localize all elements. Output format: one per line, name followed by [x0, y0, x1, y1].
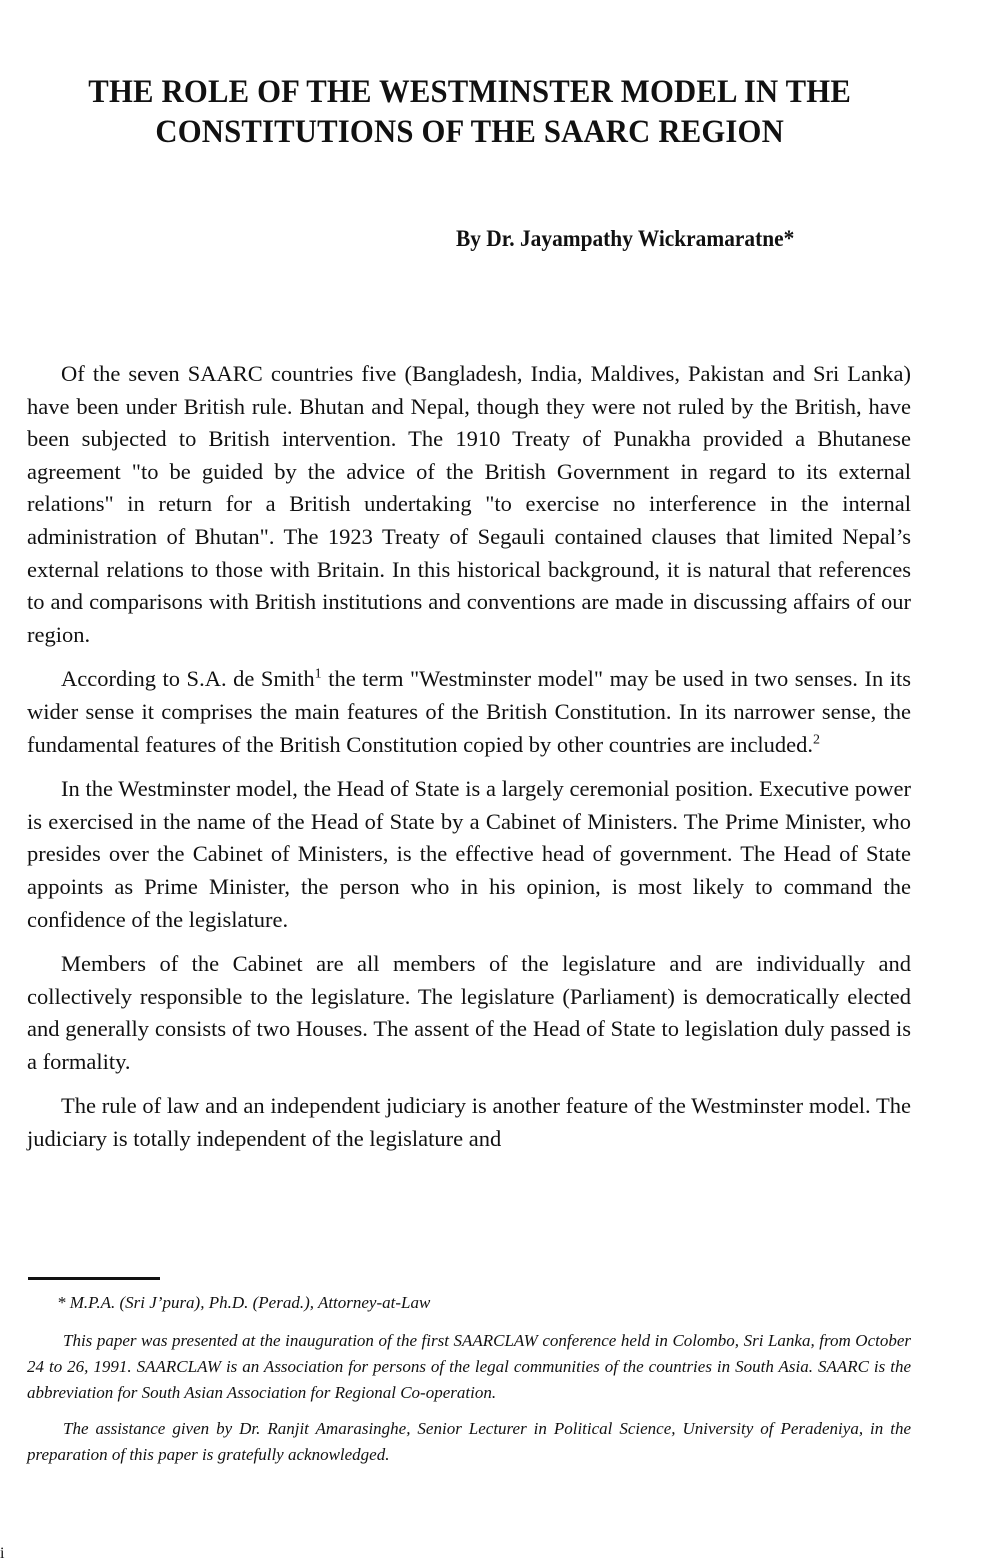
paragraph-1: Of the seven SAARC countries five (Bangladesh, India, Maldives, Pakistan and Sri Lanka) have been under British rule. Bhutan and Nepal, though they were not ruled by the British, have been subjected to British intervention. The 1910 Treaty of Punakha provided a Bhutanese agreement "to be guided by the advice of the British Government in regard to its external relations" in return for a British undertaking "to exercise no interference in the internal administration of Bhutan". The 1923 Treaty of Segauli contained clauses that limited Nepal’s external relations to those with Britain. In this historical background, it is natural that references to and comparisons with British institutions and conventions are made in discussing affairs of our region.	[27, 361, 911, 647]
body-text	[27, 358, 911, 1168]
title-line-1: THE ROLE OF THE WESTMINSTER MODEL IN THE	[88, 74, 851, 110]
author-byline: By Dr. Jayampathy Wickramaratne*	[456, 226, 795, 251]
paper-title	[33, 72, 907, 152]
paragraph-2-text-b: the term "Westminster model" may be used in two senses. In its wider sense it comprises the main features of the British Constitution. In its narrower sense, the fundamental features of the British Constitution copied by other countries are included.	[27, 666, 911, 757]
footnote-presentation: This paper was presented at the inauguration of the first SAARCLAW conference held in Colombo, Sri Lanka, from October 24 to 26, 1991. SAARCLAW is an Association for persons of the legal communities of the countries in South Asia. SAARC is the abbreviation for South Asian Association for Regional Co-operation.	[27, 1331, 911, 1402]
paragraph-4: Members of the Cabinet are all members of the legislature and are individually and collectively responsible to the legislature. The legislature (Parliament) is democratically elected and generally consists of two Houses. The assent of the Head of State to legislation duly passed is a formality.	[27, 951, 911, 1074]
paragraph-5: The rule of law and an independent judiciary is another feature of the Westminster model. The judiciary is totally independent of the legislature and	[27, 1093, 911, 1152]
paragraph-3: In the Westminster model, the Head of State is a largely ceremonial position. Executive power is exercised in the name of the Head of State by a Cabinet of Ministers. The Prime Minister, who presides over the Cabinet of Ministers, is the effective head of government. The Head of State appoints as Prime Minister, the person who in his opinion, is most likely to command the confidence of the legislature.	[27, 776, 911, 932]
footnotes	[27, 1290, 911, 1478]
footnote-ref-2: 2	[813, 732, 821, 748]
footnote-ref-1: 1	[314, 666, 322, 682]
paragraph-2	[27, 663, 911, 761]
scan-margin-mark: i	[0, 1545, 5, 1562]
footnote-divider	[28, 1277, 160, 1280]
paragraph-2-text-a: According to S.A. de Smith	[61, 666, 315, 692]
footnote-author-credentials: * M.P.A. (Sri J’pura), Ph.D. (Perad.), Attorney-at-Law	[57, 1293, 431, 1312]
footnote-acknowledgement: The assistance given by Dr. Ranjit Amarasinghe, Senior Lecturer in Political Science, University of Peradeniya, in the preparation of this paper is gratefully acknowledged.	[27, 1419, 911, 1464]
title-line-2: CONSTITUTIONS OF THE SAARC REGION	[155, 114, 784, 150]
